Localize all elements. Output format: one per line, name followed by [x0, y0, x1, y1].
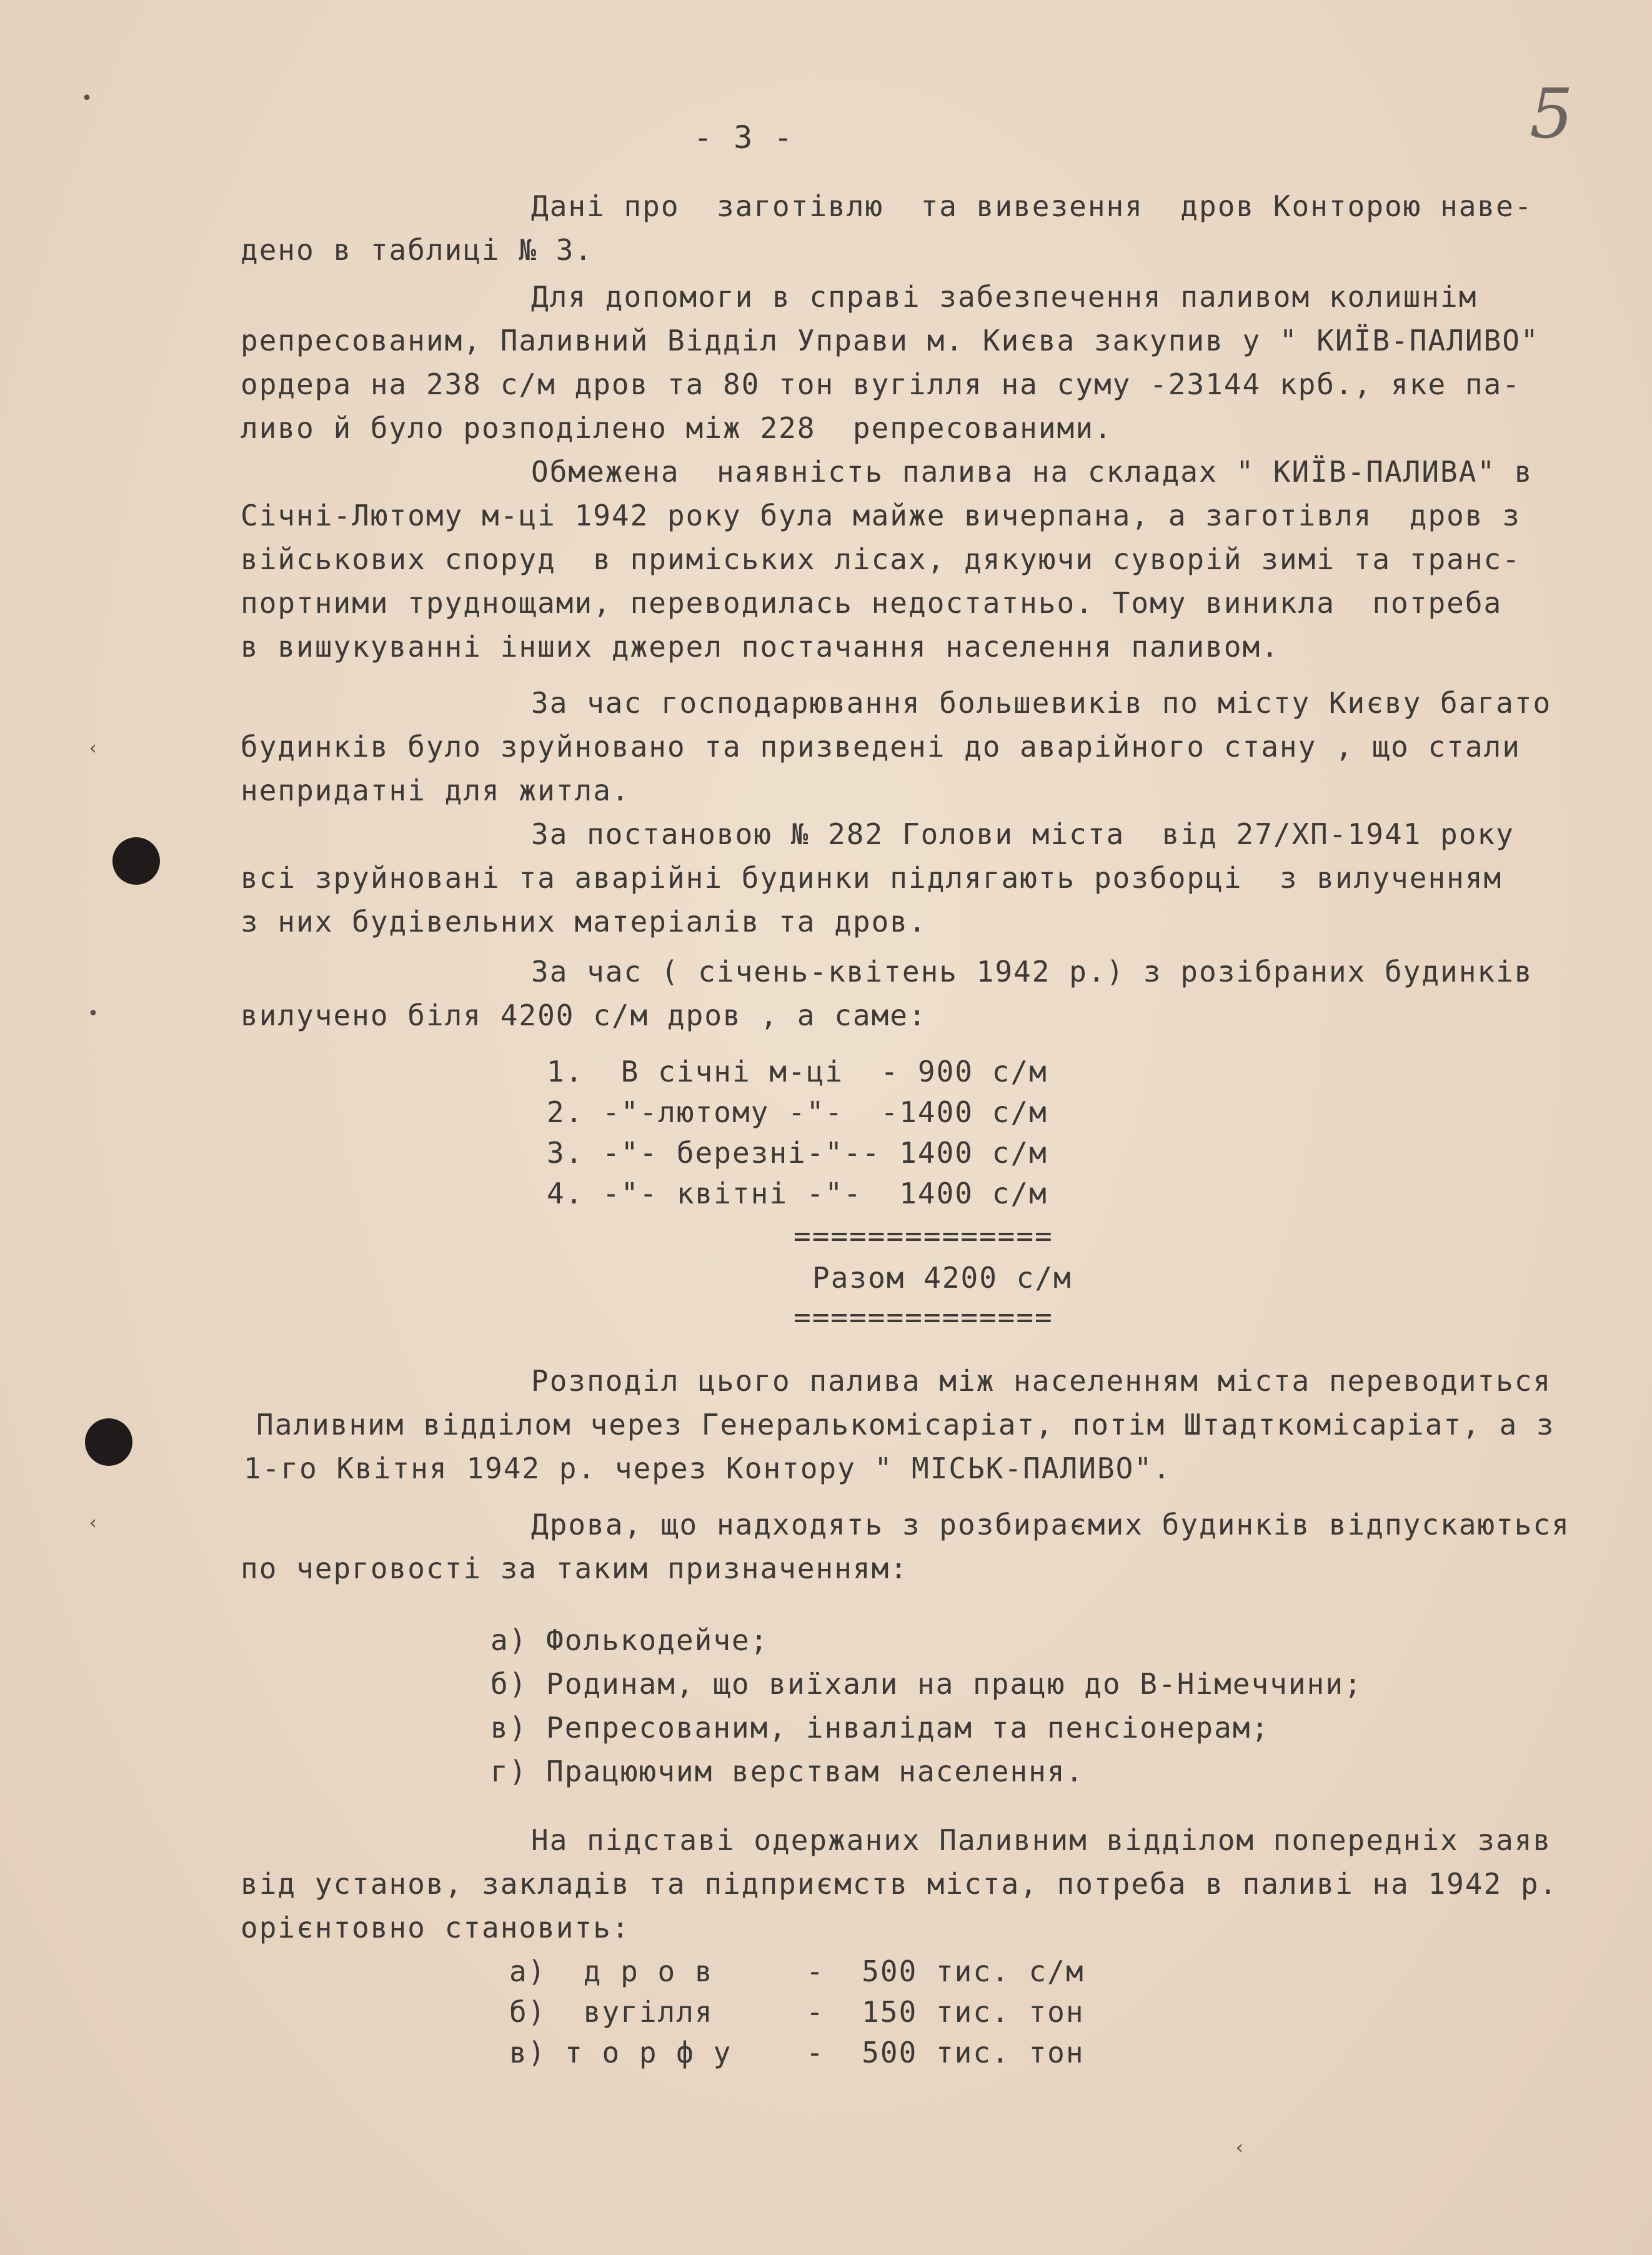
priority-list-item: б) Родинам, що виїхали на працю до В-Німеччини; [490, 1667, 1363, 1701]
monthly-list-item: 2. -"-лютому -"- -1400 с/м [547, 1095, 1048, 1129]
body-line: 1-го Квітня 1942 р. через Контору " МІСЬК-ПАЛИВО". [244, 1451, 1172, 1485]
binder-hole-bottom [85, 1418, 132, 1466]
body-line: непридатні для житла. [241, 774, 630, 807]
body-line: будинків було зруйновано та призведені до аварійного стану , що стали [241, 730, 1521, 764]
margin-mark: ‹ [1234, 2137, 1246, 2159]
needs-list-item: а) д р о в - 500 тис. с/м [509, 1954, 1085, 1988]
body-line: Січні-Лютому м-ці 1942 року була майже вичерпана, а заготівля дров з [241, 499, 1521, 532]
body-line: дено в таблиці № 3. [241, 233, 594, 267]
body-line: Розподіл цього палива між населенням міста переводиться [531, 1364, 1552, 1398]
monthly-list-item: 1. В січні м-ці - 900 с/м [547, 1055, 1048, 1088]
body-line: орієнтовно становить: [241, 1911, 630, 1944]
margin-mark: ‹ [87, 737, 99, 759]
body-line: За постановою № 282 Голови міста від 27/ХП-1941 року [531, 817, 1515, 851]
body-line: За час господарювання большевиків по місту Києву багато [531, 686, 1552, 720]
priority-list-item: в) Репресованим, інвалідам та пенсіонерам; [490, 1711, 1270, 1745]
body-line: портними труднощами, переводилась недостатньо. Тому виникла потреба [241, 586, 1503, 620]
margin-mark: ‹ [87, 1512, 99, 1534]
body-line: Паливним відділом через Генералькомісаріат, потім Штадткомісаріат, а з [256, 1408, 1555, 1441]
body-line: Обмежена наявність палива на складах " КИЇВ-ПАЛИВА" в [531, 455, 1533, 489]
monthly-list-item: 3. -"- березні-"-- 1400 с/м [547, 1136, 1048, 1170]
separator-line: ============== [794, 1219, 1053, 1253]
binder-hole-top [112, 837, 160, 885]
body-line: всі зруйновані та аварійні будинки підлягають розборці з вилученням [241, 861, 1503, 895]
body-line: з них будівельних матеріалів та дров. [241, 905, 927, 938]
body-line: в вишукуванні інших джерел постачання населення паливом. [241, 630, 1280, 664]
monthly-list-item: 4. -"- квітні -"- 1400 с/м [547, 1177, 1048, 1210]
needs-list-item: в) т о р ф у - 500 тис. тон [509, 2036, 1085, 2069]
margin-mark: • [81, 87, 93, 109]
body-line: вилучено біля 4200 с/м дров , а саме: [241, 998, 927, 1032]
total-line: Разом 4200 с/м [812, 1261, 1072, 1295]
body-line: За час ( січень-квітень 1942 р.) з розібраних будинків [531, 955, 1533, 988]
body-line: На підставі одержаних Паливним відділом попередніх заяв [531, 1823, 1552, 1857]
handwritten-page-number: 5 [1530, 74, 1573, 154]
priority-list-item: г) Працюючим верствам населення. [490, 1755, 1085, 1788]
body-line: Для допомоги в справі забезпечення паливом колишнім [531, 280, 1478, 314]
body-line: Дані про заготівлю та вивезення дров Конторою наве- [531, 189, 1533, 223]
body-line: ордера на 238 с/м дров та 80 тон вугілля на суму -23144 крб., яке па- [241, 367, 1521, 401]
page-number: - 3 - [694, 119, 794, 156]
needs-list-item: б) вугілля - 150 тис. тон [509, 1995, 1085, 2029]
body-line: по черговості за таким призначенням: [241, 1551, 908, 1585]
body-line: військових споруд в приміських лісах, дякуючи суворій зимі та транс- [241, 542, 1521, 576]
body-line: від установ, закладів та підприємств міста, потреба в паливі на 1942 р. [241, 1867, 1558, 1901]
separator-line: ============== [794, 1300, 1053, 1334]
margin-mark: • [87, 1003, 99, 1025]
body-line: Дрова, що надходять з розбираємих будинків відпускаються [531, 1508, 1570, 1541]
body-line: ливо й було розподілено між 228 репресованими. [241, 411, 1113, 445]
body-line: репресованим, Паливний Відділ Управи м. Києва закупив у " КИЇВ-ПАЛИВО" [241, 324, 1540, 357]
priority-list-item: а) Фолькодейче; [490, 1623, 769, 1657]
